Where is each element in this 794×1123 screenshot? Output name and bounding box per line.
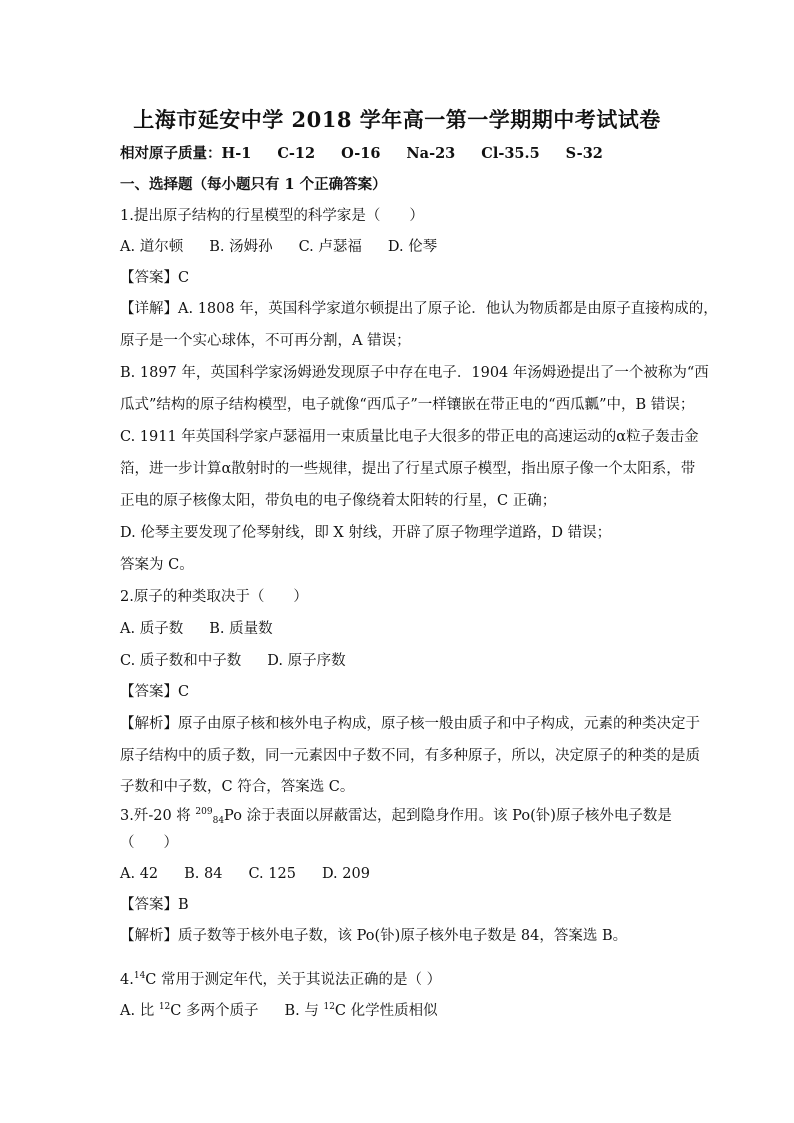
stem-suffix: 涂于表面以屏蔽雷达，起到隐身作用。该 Po(钋)原子核外电子数是: [246, 808, 672, 824]
question-2-options-row: [120, 651, 372, 671]
question-2-options-row: [120, 619, 299, 639]
detail-text: A. 1808 年，英国科学家道尔顿提出了原子论．他认为物质都是由原子直接构成的，: [178, 301, 718, 317]
answer-value: C: [178, 270, 190, 286]
option-c: C. 125: [248, 866, 296, 882]
stem-suffix: 常用于测定年代，关于其说法正确的是（ ）: [161, 972, 442, 988]
analysis-tag: 【解析】: [120, 716, 178, 732]
stem-prefix: 3.歼-20 将: [120, 808, 191, 824]
atomic-number: 84: [212, 816, 225, 826]
option-a: [120, 1001, 258, 1023]
question-2-answer: [120, 682, 189, 702]
answer-value: B: [178, 897, 189, 913]
question-1-detail-line: 答案为 C。: [120, 557, 194, 573]
option-d: D. 伦琴: [387, 239, 438, 255]
question-2-analysis-line: [120, 714, 700, 734]
question-1-detail-line: C. 1911 年英国科学家卢瑟福用一束质量比电子大很多的带正电的高速运动的α粒子轰击金: [120, 429, 699, 445]
atomic-mass-item: S-32: [565, 145, 603, 162]
question-number: 4.: [120, 972, 134, 988]
question-4-stem: [120, 970, 441, 992]
question-1-detail-line: 瓜式”结构的原子结构模型，电子就像“西瓜子”一样镶嵌在带正电的“西瓜瓤”中，B 错误；: [120, 397, 695, 413]
question-3-stem-continued: （ ）: [120, 835, 178, 851]
option-a: A. 道尔顿: [120, 239, 184, 255]
mass-number: 209: [195, 807, 213, 817]
option-a: A. 质子数: [120, 621, 184, 637]
element-symbol: C: [170, 1003, 182, 1019]
atomic-mass-line: [120, 144, 629, 164]
question-3-analysis: [120, 926, 627, 946]
question-1-detail-line: 箔，进一步计算α散射时的一些规律，提出了行星式原子模型，指出原子像一个太阳系，带: [120, 461, 696, 477]
mass-number: 14: [133, 971, 146, 981]
analysis-text: 原子由原子核和核外电子构成，原子核一般由质子和中子构成，元素的种类决定于: [178, 716, 700, 732]
option-b: B. 84: [184, 866, 223, 882]
option-d: D. 209: [321, 866, 370, 882]
section-heading: 一、选择题（每小题只有 1 个正确答案）: [120, 176, 387, 193]
question-1-detail-line: [120, 299, 718, 319]
atomic-mass-item: C-12: [277, 145, 316, 162]
option-c: C. 质子数和中子数: [120, 653, 242, 669]
element-symbol: C: [334, 1003, 347, 1019]
mass-number: 12: [158, 1002, 171, 1012]
option-a-suffix: 多两个质子: [185, 1003, 259, 1019]
option-d: D. 原子序数: [267, 653, 346, 669]
atomic-mass-item: H-1: [221, 145, 252, 162]
question-1-detail-line: 正电的原子核像太阳，带负电的电子像绕着太阳转的行星，C 正确；: [120, 493, 557, 509]
element-symbol: C: [145, 972, 157, 988]
question-1-detail-line: 原子是一个实心球体，不可再分割，A 错误；: [120, 333, 411, 349]
question-3-options: [120, 864, 396, 884]
answer-tag: 【答案】: [120, 684, 178, 700]
page-title: 上海市延安中学 2018 学年高一第一学期期中考试试卷: [133, 107, 661, 132]
option-b: [284, 1001, 437, 1023]
answer-tag: 【答案】: [120, 897, 178, 913]
answer-value: C: [178, 684, 190, 700]
mass-number: 12: [323, 1002, 335, 1012]
atomic-mass-item: O-16: [341, 145, 381, 162]
question-3-stem: [120, 806, 672, 828]
option-c: C. 卢瑟福: [298, 239, 362, 255]
element-symbol: Po: [224, 808, 242, 824]
question-1-detail-line: B. 1897 年，英国科学家汤姆逊发现原子中存在电子．1904 年汤姆逊提出了一个被称为“西: [120, 365, 709, 381]
question-1-answer: [120, 268, 189, 288]
analysis-text: 质子数等于核外电子数，该 Po(钋)原子核外电子数是 84，答案选 B。: [178, 928, 628, 944]
question-2-analysis-line: 原子结构中的质子数，同一元素因中子数不同，有多种原子，所以，决定原子的种类的是质: [120, 748, 700, 764]
atomic-mass-label: 相对原子质量：: [120, 145, 222, 162]
option-b-suffix: 化学性质相似: [350, 1003, 438, 1019]
question-2-stem: 2.原子的种类取决于（ ）: [120, 589, 308, 605]
question-1-detail-line: D. 伦琴主要发现了伦琴射线，即 X 射线，开辟了原子物理学道路，D 错误；: [120, 525, 612, 541]
atomic-mass-item: Na-23: [406, 145, 456, 162]
question-3-answer: [120, 895, 189, 915]
option-a-prefix: A. 比: [120, 1003, 155, 1019]
question-4-options: [120, 1001, 464, 1023]
option-a: A. 42: [120, 866, 159, 882]
analysis-tag: 【解析】: [120, 928, 178, 944]
question-2-analysis-line: 子数和中子数，C 符合，答案选 C。: [120, 779, 355, 795]
option-b: B. 汤姆孙: [209, 239, 273, 255]
atomic-mass-item: Cl-35.5: [481, 145, 540, 162]
option-b: B. 质量数: [209, 621, 273, 637]
detail-tag: 【详解】: [120, 301, 178, 317]
option-b-prefix: B. 与: [284, 1003, 319, 1019]
question-1-options: [120, 237, 463, 257]
question-1-stem: 1.提出原子结构的行星模型的科学家是（ ）: [120, 208, 424, 224]
answer-tag: 【答案】: [120, 270, 178, 286]
